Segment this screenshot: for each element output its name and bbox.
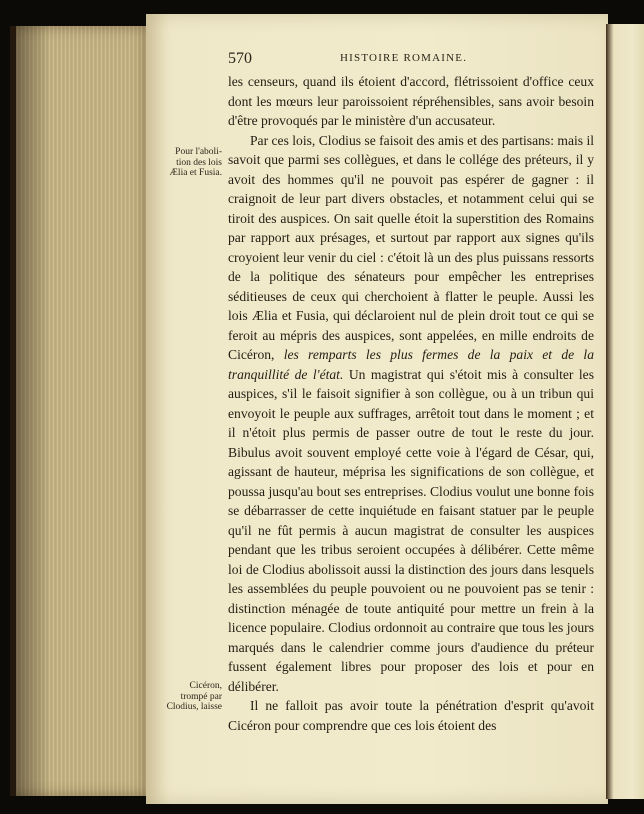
main-text [228,72,594,735]
paragraph-clodius-lois [228,131,594,697]
margin-note-line: trompé par [180,691,222,702]
margin-note-line: tion des lois [176,157,222,168]
italic-quote: les remparts les plus fermes de la paix et de la tranquillité de l'état. [228,347,594,382]
facing-page-edge [606,24,644,799]
margin-note-line: Cicéron, [189,681,222,691]
margin-note-ciceron [150,681,222,713]
page-header [228,50,594,66]
binding-shadow [10,26,50,796]
paragraph-censeurs: les censeurs, quand ils étoient d'accord, flétrissoient d'office ceux dont les mœurs leur paroissoient répréhensibles, sans avoir besoin d'être provoqués par le ministère d'un accusateur. [228,74,594,128]
paragraph-text: Par ces lois, Clodius se faisoit des amis et des partisans: mais il savoit que parmi ses collègues, et dans le collége des préteurs, il y avoit des hommes qu'il ne pouvoit pas espérer de gagner : il craignoit de leur part divers obstacles, et notamment celui qui se tiroit des auspices. On sait quelle étoit la superstition des Romains par rapport aux présages, et surtout par rapport aux signes qu'ils croyoient leur venir du ciel : c'étoit là un des plus puissans ressorts de la politique des sénateurs pour empêcher les entreprises séditieuses de ceux qui cherchoient à flatter le peuple. Aussi les lois Ælia et Fusia, qui déclaroient nul de plein droit tout ce qui se feroit au mépris des auspices, sont appelées, en mille endroits de Cicéron, [228,132,594,362]
margin-note-abolition [150,147,222,179]
page-number: 570 [228,50,252,67]
running-title: HISTOIRE ROMAINE. [340,52,468,64]
margin-note-line: Ælia et Fusia. [169,168,222,178]
margin-note-line: Pour l'aboli- [175,147,222,157]
margin-note-line: Clodius, laisse [166,702,222,712]
paragraph-ciceron: Il ne falloit pas avoir toute la pénétration d'esprit qu'avoit Cicéron pour comprendre que ces lois étoient des [228,698,594,733]
paragraph-text: Un magistrat qui s'étoit mis à consulter les auspices, s'il le faisoit signifier à son collègue, ou à un tribun qui envoyoit le peuple aux suffrages, arrêtoit tout dans le moment ; et il n'étoit plus permis de passer outre de tout le reste du jour. Bibulus avoit souvent employé cette voie à l'égard de César, qui, agissant de hauteur, méprisa les significations de son collègue, et poussa jusqu'au bout ses entreprises. Clodius voulut une bonne fois se débarrasser de cette inquiétude en faisant statuer par le peuple qu'il ne fût permis à aucun magistrat de consulter les auspices pendant que les tribus seroient occupées à délibérer. Cette même loi de Clodius abolissoit aussi la distinction des jours dans lesquels les assemblées du peuple pouvoient ou ne pouvoient pas se tenir : distinction ménagée de toute antiquité pour mettre un frein à la licence populaire. Clodius ordonnoit au contraire que tous les jours marqués dans le calendrier comme jours d'audience du préteur fussent également libres pour proposer des lois et pour en délibérer. [228,366,594,694]
